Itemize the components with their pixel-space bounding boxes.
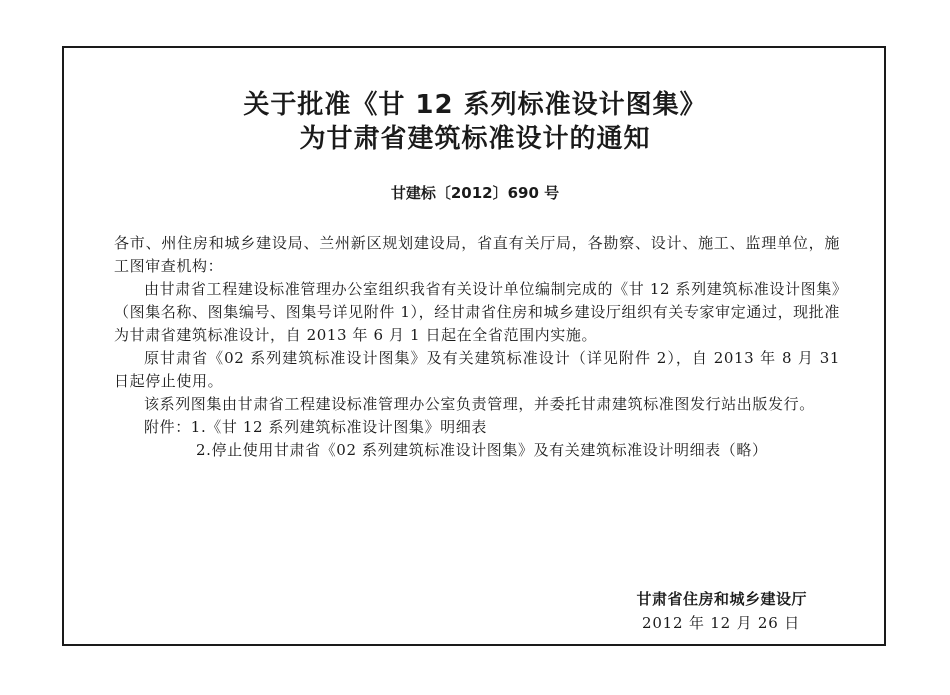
issuing-authority: 甘肃省住房和城乡建设厅 xyxy=(636,590,807,608)
paragraph-management: 该系列图集由甘肃省工程建设标准管理办公室负责管理，并委托甘肃建筑标准图发行站出版发行。 xyxy=(144,395,815,413)
document-number: 甘建标〔2012〕690 号 xyxy=(390,184,560,202)
notice-body xyxy=(114,232,840,462)
attachment-1: 附件：1.《甘 12 系列建筑标准设计图集》明细表 xyxy=(144,418,487,436)
attachment-2: 2.停止使用甘肃省《02 系列建筑标准设计图集》及有关建筑标准设计明细表（略） xyxy=(196,441,768,459)
recipients: 各市、州住房和城乡建设局、兰州新区规划建设局，省直有关厅局，各勘察、设计、施工、监理单位，施工图审查机构： xyxy=(114,234,840,275)
notice-title-line-2: 为甘肃省建筑标准设计的通知 xyxy=(299,124,651,154)
paragraph-approval: 由甘肃省工程建设标准管理办公室组织我省有关设计单位编制完成的《甘 12 系列建筑标准设计图集》（图集名称、图集编号、图集号详见附件 1），经甘肃省住房和城乡建设厅组织有关专家审定通过，现批准为甘肃省建筑标准设计，自 2013 年 6 月 1 日起在全省范围内实施。 xyxy=(114,280,840,344)
paragraph-discontinuation: 原甘肃省《02 系列建筑标准设计图集》及有关建筑标准设计（详见附件 2），自 2013 年 8 月 31 日起停止使用。 xyxy=(114,349,840,390)
issue-date: 2012 年 12 月 26 日 xyxy=(642,614,800,632)
notice-title-line-1: 关于批准《甘 12 系列标准设计图集》 xyxy=(243,90,707,120)
